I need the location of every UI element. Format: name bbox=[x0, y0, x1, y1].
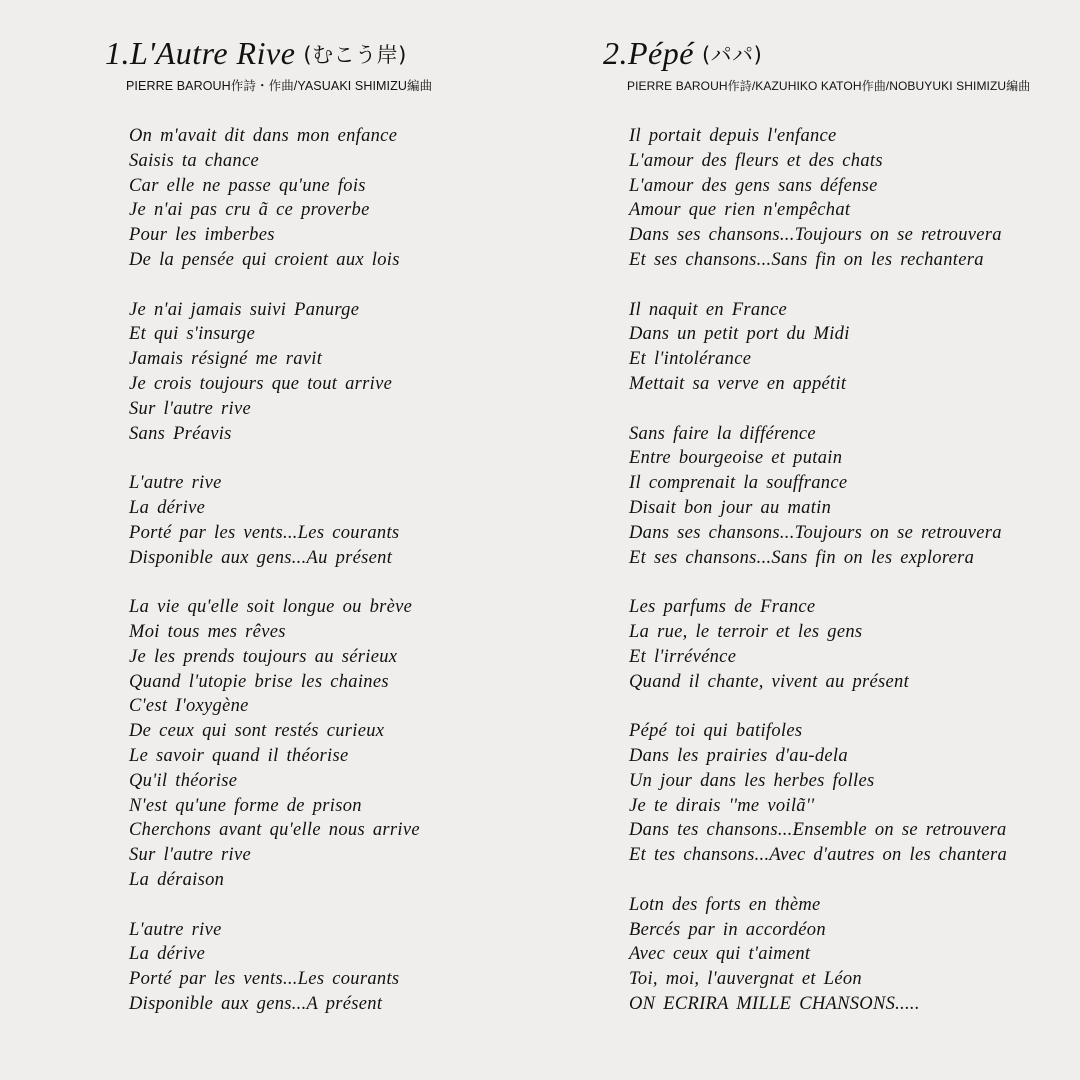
lyric-line: De ceux qui sont restés curieux bbox=[129, 721, 385, 742]
lyric-line: Toi, moi, l'auvergnat et Léon bbox=[629, 969, 862, 990]
lyric-line: Sur l'autre rive bbox=[129, 398, 251, 419]
lyric-line: Disait bon jour au matin bbox=[629, 497, 832, 518]
stanza bbox=[129, 298, 420, 447]
lyric-line: Dans un petit port du Midi bbox=[629, 324, 850, 345]
lyric-line: Et ses chansons...Sans fin on les rechantera bbox=[629, 249, 984, 270]
lyric-line: La dérive bbox=[129, 944, 206, 965]
lyric-line: Pour les imberbes bbox=[129, 225, 275, 246]
lyric-line: Il comprenait la souffrance bbox=[629, 473, 848, 494]
lyric-line: Et qui s'insurge bbox=[129, 324, 256, 345]
lyric-line: Porté par les vents...Les courants bbox=[129, 522, 400, 543]
song-title bbox=[603, 33, 762, 75]
song-title-japanese: (むこう岸) bbox=[303, 43, 407, 67]
lyric-line: Moi tous mes rêves bbox=[129, 621, 286, 642]
song-title-text: 2.Pépé bbox=[603, 35, 694, 71]
lyric-line: Jamais résigné me ravit bbox=[129, 349, 323, 370]
lyric-line: Dans ses chansons...Toujours on se retrouvera bbox=[629, 522, 1002, 543]
lyric-line: Lotn des forts en thème bbox=[629, 894, 821, 915]
song-credits: PIERRE BAROUH作詩/KAZUHIKO KATOH作曲/NOBUYUKI SHIMIZU編曲 bbox=[627, 79, 1031, 93]
song-title-japanese: (パパ) bbox=[701, 43, 763, 67]
lyric-line: Amour que rien n'empêchat bbox=[629, 200, 851, 221]
lyric-line: L'amour des fleurs et des chats bbox=[629, 150, 883, 171]
lyric-line: Cherchons avant qu'elle nous arrive bbox=[129, 820, 420, 841]
lyric-line: La rue, le terroir et les gens bbox=[629, 621, 863, 642]
lyric-line: Sur l'autre rive bbox=[129, 845, 251, 866]
lyric-line: ON ECRIRA MILLE CHANSONS..... bbox=[629, 993, 920, 1014]
lyric-line: Entre bourgeoise et putain bbox=[629, 448, 843, 469]
lyric-line: Mettait sa verve en appétit bbox=[629, 373, 847, 394]
lyric-line: De la pensée qui croient aux lois bbox=[129, 249, 400, 270]
lyric-line: Car elle ne passe qu'une fois bbox=[129, 175, 366, 196]
lyrics bbox=[129, 124, 420, 1017]
lyrics bbox=[629, 124, 1007, 1017]
lyric-line: Je te dirais ''me voilã'' bbox=[629, 795, 815, 816]
lyric-line: L'autre rive bbox=[129, 919, 222, 940]
lyric-line: Dans ses chansons...Toujours on se retrouvera bbox=[629, 225, 1002, 246]
lyric-line: Il naquit en France bbox=[629, 299, 788, 320]
lyric-line: Avec ceux qui t'aiment bbox=[629, 944, 811, 965]
song-title bbox=[105, 33, 407, 75]
lyric-line: Et ses chansons...Sans fin on les explorera bbox=[629, 547, 975, 568]
lyric-line: Saisis ta chance bbox=[129, 150, 260, 171]
lyric-line: Je n'ai jamais suivi Panurge bbox=[129, 299, 360, 320]
lyric-line: Disponible aux gens...Au présent bbox=[129, 547, 393, 568]
lyric-line: Les parfums de France bbox=[629, 597, 816, 618]
lyric-line: Un jour dans les herbes folles bbox=[629, 770, 875, 791]
stanza bbox=[629, 893, 1007, 1017]
lyric-line: Disponible aux gens...A présent bbox=[129, 993, 383, 1014]
lyric-line: Dans tes chansons...Ensemble on se retrouvera bbox=[629, 820, 1007, 841]
lyric-line: Et tes chansons...Avec d'autres on les chantera bbox=[629, 845, 1008, 866]
stanza bbox=[129, 918, 420, 1017]
lyric-line: N'est qu'une forme de prison bbox=[129, 795, 362, 816]
lyric-line: Je les prends toujours au sérieux bbox=[129, 646, 398, 667]
lyric-line: Porté par les vents...Les courants bbox=[129, 969, 400, 990]
lyric-line: La vie qu'elle soit longue ou brève bbox=[129, 597, 413, 618]
lyric-line: La dérive bbox=[129, 497, 206, 518]
lyric-line: L'autre rive bbox=[129, 473, 222, 494]
lyric-line: Bercés par in accordéon bbox=[629, 919, 826, 940]
stanza bbox=[129, 124, 420, 273]
song-title-text: 1.L'Autre Rive bbox=[105, 35, 296, 71]
lyric-line: Et l'intolérance bbox=[629, 349, 752, 370]
lyric-line: L'amour des gens sans défense bbox=[629, 175, 878, 196]
lyric-line: La déraison bbox=[129, 869, 225, 890]
lyric-line: On m'avait dit dans mon enfance bbox=[129, 126, 398, 146]
lyric-line: Et l'irrévénce bbox=[629, 646, 737, 667]
stanza bbox=[629, 124, 1007, 273]
lyric-line: Je crois toujours que tout arrive bbox=[129, 373, 393, 394]
lyric-line: Sans Préavis bbox=[129, 423, 232, 444]
song-credits: PIERRE BAROUH作詩・作曲/YASUAKI SHIMIZU編曲 bbox=[126, 79, 433, 93]
stanza bbox=[629, 422, 1007, 571]
lyric-line: Le savoir quand il théorise bbox=[129, 745, 349, 766]
stanza bbox=[629, 298, 1007, 397]
lyric-line: Quand l'utopie brise les chaines bbox=[129, 671, 389, 692]
lyric-line: Qu'il théorise bbox=[129, 770, 238, 791]
lyric-line: Il portait depuis l'enfance bbox=[629, 126, 837, 146]
stanza bbox=[129, 595, 420, 893]
stanza bbox=[129, 471, 420, 570]
lyric-line: Quand il chante, vivent au présent bbox=[629, 671, 910, 692]
lyric-line: Sans faire la différence bbox=[629, 423, 816, 444]
stanza bbox=[629, 595, 1007, 694]
lyric-line: Dans les prairies d'au-dela bbox=[629, 745, 848, 766]
lyric-line: C'est I'oxygène bbox=[129, 696, 249, 717]
lyric-line: Je n'ai pas cru ã ce proverbe bbox=[129, 200, 370, 221]
stanza bbox=[629, 719, 1007, 868]
lyric-line: Pépé toi qui batifoles bbox=[629, 721, 803, 742]
